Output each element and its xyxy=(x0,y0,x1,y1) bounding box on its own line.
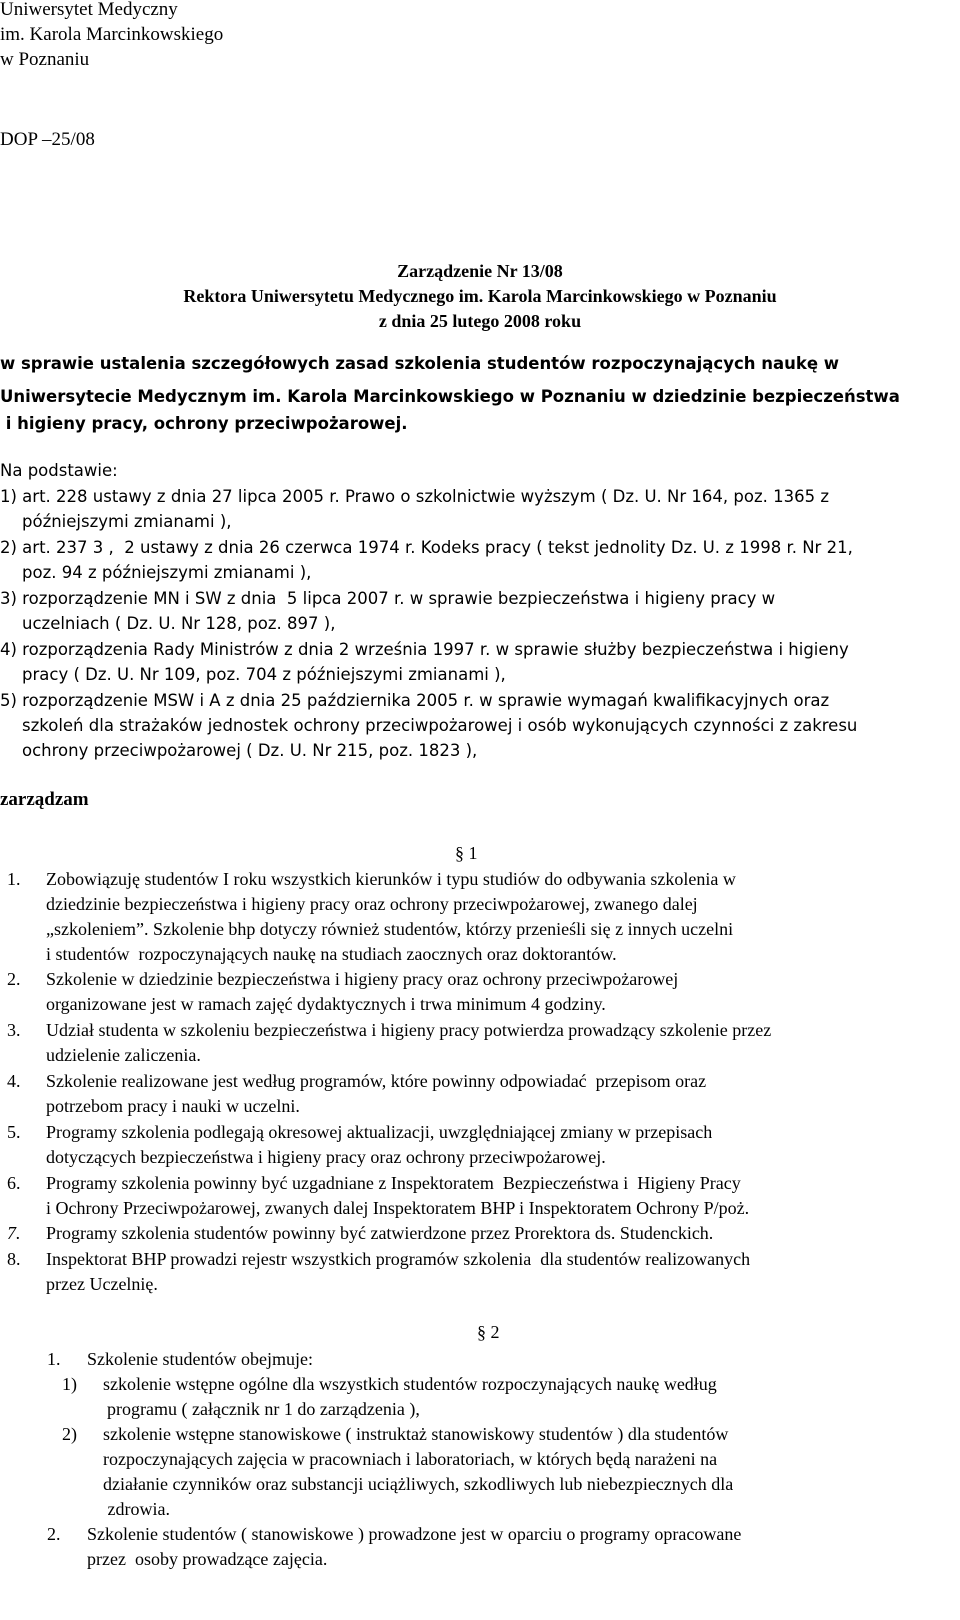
s2-sub-1-num: 1) xyxy=(62,1374,77,1394)
s1-item-7-num: 7. xyxy=(7,1223,21,1243)
s1-item-3-line-2: udzielenie zaliczenia. xyxy=(46,1045,201,1065)
basis-heading: Na podstawie: xyxy=(0,461,118,480)
s1-item-4-num: 4. xyxy=(7,1071,21,1091)
subject-line-3: i higieny pracy, ochrony przeciwpożarowej. xyxy=(0,414,408,433)
s2-intro: Szkolenie studentów obejmuje: xyxy=(87,1349,313,1369)
s1-item-2-line-1: Szkolenie w dziedzinie bezpieczeństwa i higieny pracy oraz ochrony przeciwpożarowej xyxy=(46,969,679,989)
s1-item-4-line-2: potrzebom pracy i nauki w uczelni. xyxy=(46,1096,300,1116)
basis-item-2-line-1: 2) art. 237 3 , 2 ustawy z dnia 26 czerwca 1974 r. Kodeks pracy ( tekst jednolity Dz. U. z 1998 r. Nr 21, xyxy=(0,538,853,557)
s1-item-1-num: 1. xyxy=(7,869,21,889)
title-line-1: Zarządzenie Nr 13/08 xyxy=(397,261,563,281)
basis-item-3-line-2: uczelniach ( Dz. U. Nr 128, poz. 897 ), xyxy=(22,614,336,633)
s2-sub-2-line-1: szkolenie wstępne stanowiskowe ( instruktaż stanowiskowy studentów ) dla studentów xyxy=(103,1424,729,1444)
s2-sub-1-line-1: szkolenie wstępne ogólne dla wszystkich studentów rozpoczynających naukę według xyxy=(103,1374,717,1394)
basis-item-5-line-1: 5) rozporządzenie MSW i A z dnia 25 października 2005 r. w sprawie wymagań kwalifikacyjnych oraz xyxy=(0,691,830,710)
s1-item-6-line-1: Programy szkolenia powinny być uzgadniane z Inspektoratem Bezpieczeństwa i Higieny Pracy xyxy=(46,1173,741,1193)
s2-sub-2-num: 2) xyxy=(62,1424,77,1444)
s1-item-1-line-4: i studentów rozpoczynających naukę na studiach zaocznych oraz doktorantów. xyxy=(46,944,617,964)
s1-item-5-line-1: Programy szkolenia podlegają okresowej aktualizacji, uwzględniającej zmiany w przepisach xyxy=(46,1122,713,1142)
s2-item-2-num: 2. xyxy=(47,1524,61,1544)
basis-item-2-line-2: poz. 94 z późniejszymi zmianami ), xyxy=(22,563,312,582)
s1-item-2-line-2: organizowane jest w ramach zajęć dydaktycznych i trwa minimum 4 godziny. xyxy=(46,994,606,1014)
basis-item-4-line-1: 4) rozporządzenia Rady Ministrów z dnia 2 września 1997 r. w sprawie służby bezpieczeństwa i higieny xyxy=(0,640,849,659)
s1-item-1-line-3: „szkoleniem”. Szkolenie bhp dotyczy również studentów, którzy przenieśli się z innych uczelni xyxy=(46,919,734,939)
s1-item-8-num: 8. xyxy=(7,1249,21,1269)
subject-line-1: w sprawie ustalenia szczegółowych zasad szkolenia studentów rozpoczynających naukę w xyxy=(0,354,840,373)
s1-item-6-line-2: i Ochrony Przeciwpożarowej, zwanych dalej Inspektoratem BHP i Inspektoratem Ochrony P/poż. xyxy=(46,1198,750,1218)
institution-line-2: im. Karola Marcinkowskiego xyxy=(0,24,224,45)
ordain-heading: zarządzam xyxy=(0,789,89,810)
basis-item-1-line-2: późniejszymi zmianami ), xyxy=(22,512,232,531)
basis-item-4-line-2: pracy ( Dz. U. Nr 109, poz. 704 z późniejszymi zmianami ), xyxy=(22,665,506,684)
s2-intro-num: 1. xyxy=(47,1349,61,1369)
basis-item-5-line-2: szkoleń dla strażaków jednostek ochrony przeciwpożarowej i osób wykonujących czynności z zakresu xyxy=(22,716,858,735)
s2-item-2-line-2: przez osoby prowadzące zajęcia. xyxy=(87,1549,328,1569)
subject-line-2: Uniwersytecie Medycznym im. Karola Marcinkowskiego w Poznaniu w dziedzinie bezpieczeństwa xyxy=(0,387,900,406)
s1-item-2-num: 2. xyxy=(7,969,21,989)
section-1-number: 1 xyxy=(464,843,478,863)
s1-item-8-line-1: Inspektorat BHP prowadzi rejestr wszystkich programów szkolenia dla studentów realizowanych xyxy=(46,1249,751,1269)
s1-item-1-line-2: dziedzinie bezpieczeństwa i higieny pracy oraz ochrony przeciwpożarowej, zwanego dalej xyxy=(46,894,698,914)
institution-line-3: w Poznaniu xyxy=(0,49,90,70)
s1-item-5-line-2: dotyczących bezpieczeństwa i higieny pracy oraz ochrony przeciwpożarowej. xyxy=(46,1147,606,1167)
basis-item-1-line-1: 1) art. 228 ustawy z dnia 27 lipca 2005 r. Prawo o szkolnictwie wyższym ( Dz. U. Nr 164, poz. 1365 z xyxy=(0,487,830,506)
s1-item-6-num: 6. xyxy=(7,1173,21,1193)
s1-item-5-num: 5. xyxy=(7,1122,21,1142)
title-line-3: z dnia 25 lutego 2008 roku xyxy=(378,311,582,331)
basis-item-3-line-1: 3) rozporządzenie MN i SW z dnia 5 lipca 2007 r. w sprawie bezpieczeństwa i higieny pracy w xyxy=(0,589,776,608)
s1-item-7-line-1: Programy szkolenia studentów powinny być zatwierdzone przez Prorektora ds. Studenckich. xyxy=(46,1223,714,1243)
s2-sub-2-line-3: działanie czynników oraz substancji uciążliwych, szkodliwych lub niebezpiecznych dla xyxy=(103,1474,734,1494)
s2-item-2-line-1: Szkolenie studentów ( stanowiskowe ) prowadzone jest w oparciu o programy opracowane xyxy=(87,1524,742,1544)
section-2-mark: § 2 xyxy=(477,1322,500,1342)
s1-item-3-line-1: Udział studenta w szkoleniu bezpieczeństwa i higieny pracy potwierdza prowadzący szkolenie przez xyxy=(46,1020,772,1040)
s2-sub-2-line-2: rozpoczynających zajęcia w pracowniach i laboratoriach, w których będą narażeni na xyxy=(103,1449,718,1469)
s2-sub-2-line-4: zdrowia. xyxy=(103,1499,170,1519)
basis-item-5-line-3: ochrony przeciwpożarowej ( Dz. U. Nr 215, poz. 1823 ), xyxy=(22,741,478,760)
s2-sub-1-line-2: programu ( załącznik nr 1 do zarządzenia ), xyxy=(107,1399,420,1419)
s1-item-4-line-1: Szkolenie realizowane jest według programów, które powinny odpowiadać przepisom oraz xyxy=(46,1071,707,1091)
s1-item-3-num: 3. xyxy=(7,1020,21,1040)
title-line-2: Rektora Uniwersytetu Medycznego im. Karola Marcinkowskiego w Poznaniu xyxy=(183,286,777,306)
institution-line-1: Uniwersytet Medyczny xyxy=(0,0,178,20)
s1-item-8-line-2: przez Uczelnię. xyxy=(46,1274,158,1294)
doc-number: DOP –25/08 xyxy=(0,129,95,150)
section-1-mark: § 1 xyxy=(455,843,478,863)
s1-item-1-line-1: Zobowiązuję studentów I roku wszystkich kierunków i typu studiów do odbywania szkolenia w xyxy=(46,869,736,889)
section-2-number: 2 xyxy=(486,1322,500,1342)
